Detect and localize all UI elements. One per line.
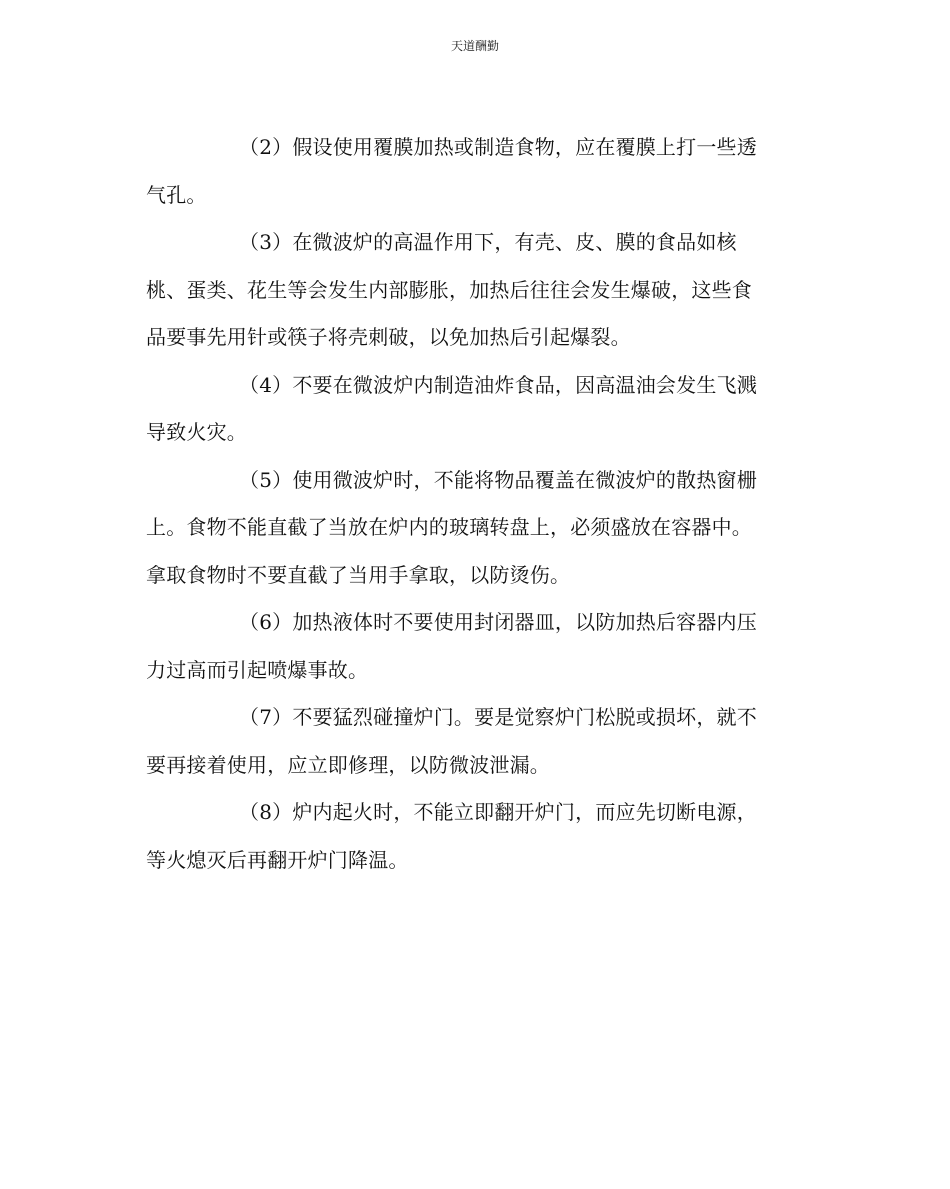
paragraph-line: 要再接着使用，应立即修理，以防微波泄漏。 (146, 752, 550, 777)
paragraph-line: （3）在微波炉的高温作用下，有壳、皮、膜的食品如核 (239, 230, 737, 254)
paragraph-line: 等火熄灭后再翻开炉门降温。 (146, 847, 409, 872)
paragraph-line: 力过高而引起喷爆事故。 (146, 657, 369, 682)
page-header: 天道酬勤 (450, 39, 499, 53)
document-body (146, 124, 806, 884)
paragraph-line: 导致火灾。 (146, 420, 247, 444)
paragraph-line: （7）不要猛烈碰撞炉门。要是觉察炉门松脱或损坏，就不 (239, 705, 757, 729)
paragraph-line: 上。食物不能直截了当放在炉内的玻璃转盘上，必须盛放在容器中。 (146, 515, 752, 539)
paragraph-line: （4）不要在微波炉内制造油炸食品，因高温油会发生飞溅 (239, 372, 757, 397)
paragraph-line: 气孔。 (146, 182, 207, 207)
paragraph-line: （8）炉内起火时，不能立即翻开炉门，而应先切断电源， (239, 800, 757, 824)
paragraph-line: （5）使用微波炉时，不能将物品覆盖在微波炉的散热窗栅 (239, 467, 757, 492)
paragraph-line: 桃、蛋类、花生等会发生内部膨胀，加热后往往会发生爆破，这些食 (146, 277, 752, 302)
paragraph-line: （2）假设使用覆膜加热或制造食物，应在覆膜上打一些透 (239, 135, 757, 159)
paragraph-line: 拿取食物时不要直截了当用手拿取，以防烫伤。 (146, 562, 571, 587)
paragraph-line: 品要事先用针或筷子将壳刺破，以免加热后引起爆裂。 (146, 325, 631, 349)
paragraph-line: （6）加热液体时不要使用封闭器皿，以防加热后容器内压 (239, 610, 757, 634)
